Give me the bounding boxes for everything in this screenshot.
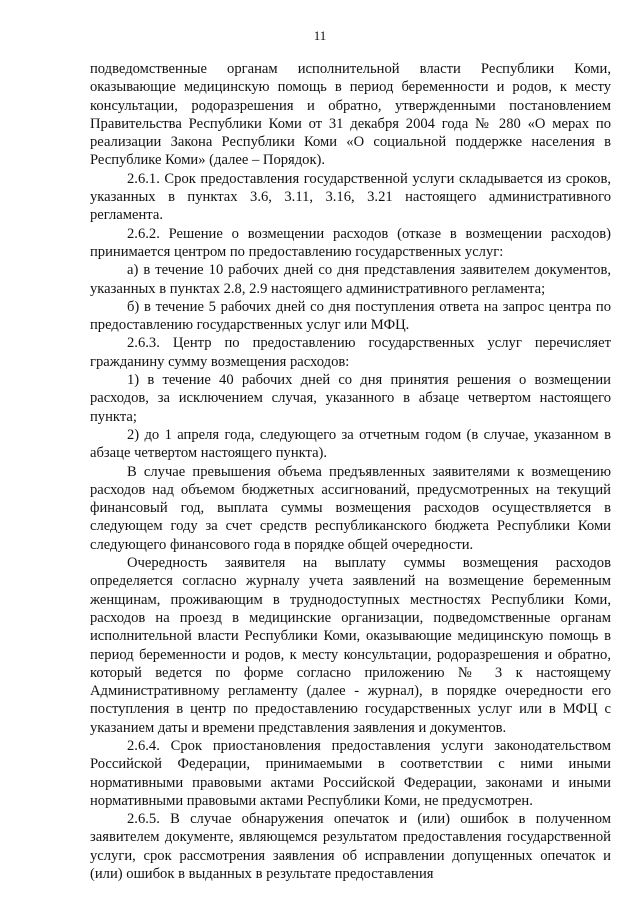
paragraph: б) в течение 5 рабочих дней со дня поступления ответа на запрос центра по предоставлению государственных услуг или МФЦ. [90, 298, 611, 334]
page-number: 11 [313, 28, 327, 43]
paragraph: подведомственные органам исполнительной власти Республики Коми, оказывающие медицинскую помощь в период беременности и родов, к месту консультации, родоразрешения и обратно, утвержденными постановлением Правительства Республики Коми от 31 декабря 2004 года № 280 «О мерах по реализации Закона Республики Коми «О социальной поддержке населения в Республике Коми» (далее – Порядок). [90, 61, 611, 169]
paragraph: а) в течение 10 рабочих дней со дня представления заявителем документов, указанных в пунктах 2.8, 2.9 настоящего административного регламента; [90, 262, 611, 297]
paragraph: 2.6.5. В случае обнаружения опечаток и (или) ошибок в полученном заявителем документе, являющемся результатом предоставления государственной услуги, срок рассмотрения заявления об исправлении допущенных опечаток и (или) ошибок в выданных в результате предоставления [90, 811, 611, 883]
document-body [90, 60, 611, 883]
paragraph: 2.6.2. Решение о возмещении расходов (отказе в возмещении расходов) принимается центром по предоставлению государственных услуг: [90, 225, 611, 260]
paragraph: 2) до 1 апреля года, следующего за отчетным годом (в случае, указанном в абзаце четвертом настоящего пункта). [90, 426, 611, 462]
paragraph: 2.6.1. Срок предоставления государственной услуги складывается из сроков, указанных в пунктах 3.6, 3.11, 3.16, 3.21 настоящего административного регламента. [90, 170, 611, 224]
paragraph: 1) в течение 40 рабочих дней со дня принятия решения о возмещении расходов, за исключением случая, указанного в абзаце четвертом настоящего пункта; [90, 372, 611, 425]
paragraph: 2.6.4. Срок приостановления предоставления услуги законодательством Российской Федерации, принимаемыми в соответствии с ними иными нормативными правовыми актами Российской Федерации, законами и иными нормативными правовыми актами Республики Коми, не предусмотрен. [90, 737, 611, 809]
paragraph: 2.6.3. Центр по предоставлению государственных услуг перечисляет гражданину сумму возмещения расходов: [90, 335, 611, 370]
paragraph: В случае превышения объема предъявленных заявителями к возмещению расходов над объемом бюджетных ассигнований, предусмотренных на текущий финансовый год, выплата суммы возмещения расходов осуществляется в следующем году за счет средств республиканского бюджета Республики Коми следующего финансового года в порядке общей очередности. [90, 463, 611, 553]
paragraph: Очередность заявителя на выплату суммы возмещения расходов определяется согласно журналу учета заявлений на возмещение беременным женщинам, проживающим в труднодоступных местностях Республики Коми, расходов на проезд в медицинские организации, подведомственные органам исполнительной власти Республики Коми, оказывающие медицинскую помощь в период беременности и родов, к месту консультации, родоразрешения и обратно, который ведется по форме согласно приложению № 3 к настоящему Административному регламенту (далее - журнал), в порядке очередности его поступления в центр по предоставлению государственных услуг или в МФЦ с указанием даты и времени представления заявления и документов. [90, 555, 611, 736]
